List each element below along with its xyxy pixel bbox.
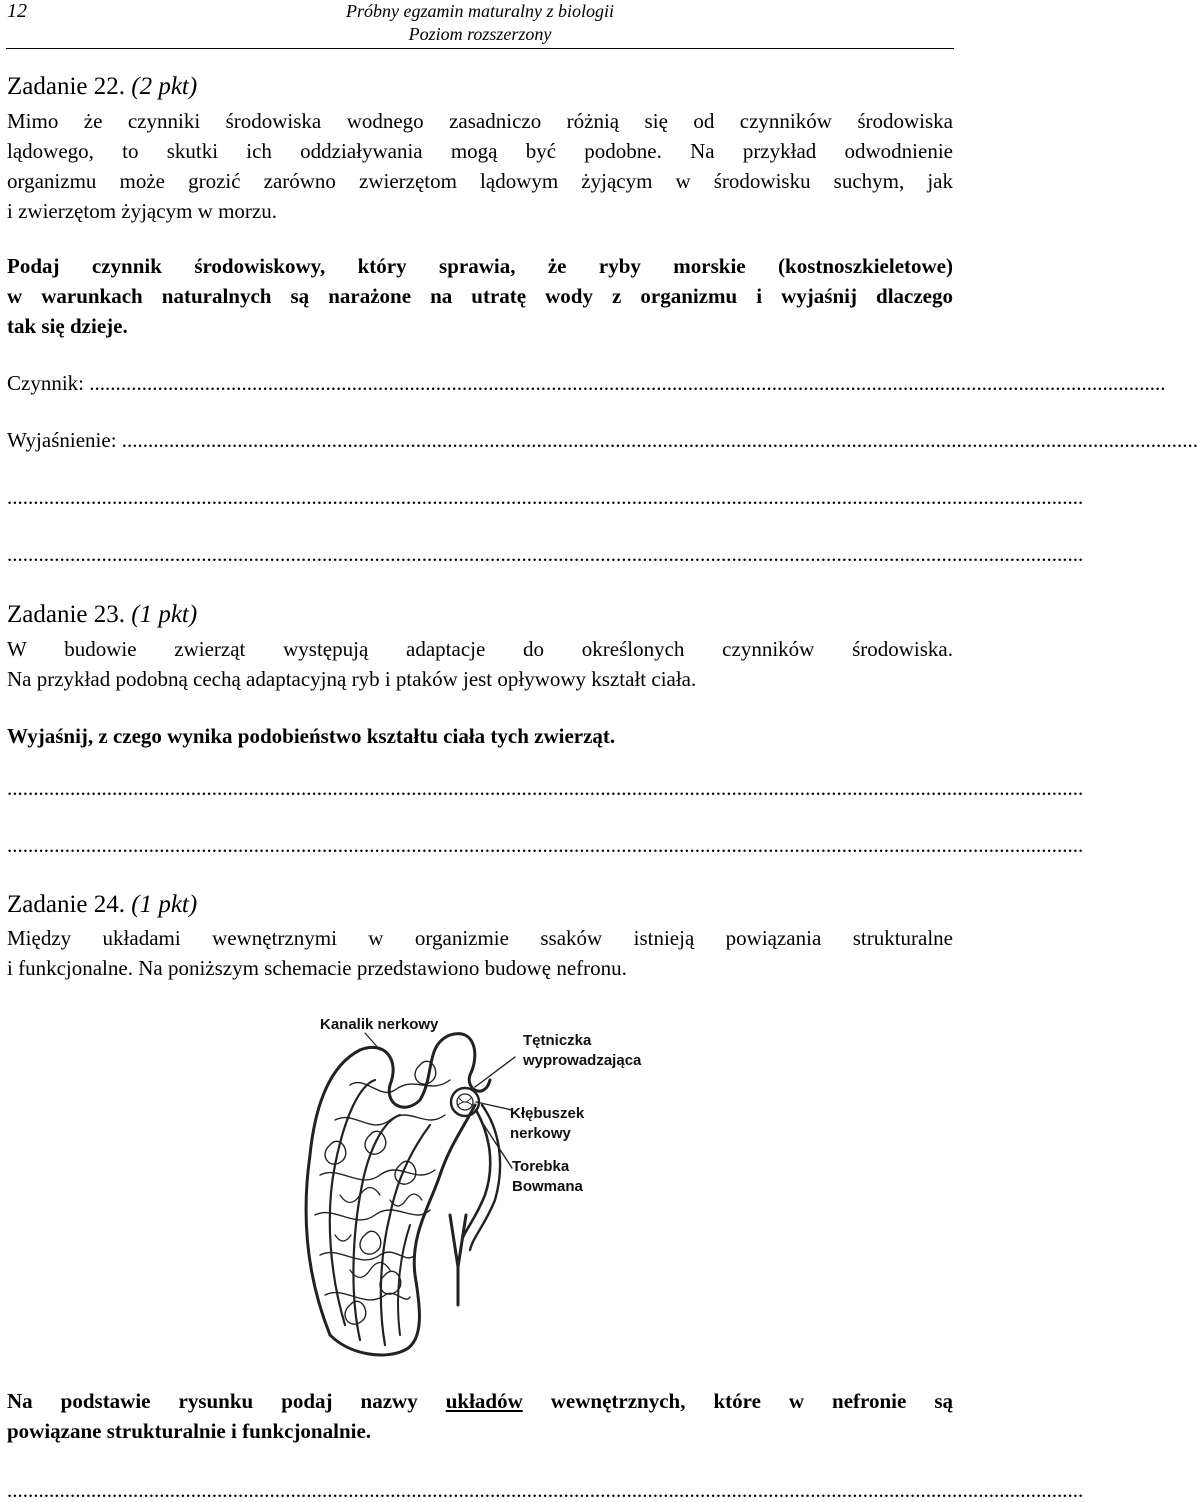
task24-question-line: powiązane strukturalnie i funkcjonalnie. (7, 1419, 372, 1443)
label-klebuszek-line1: Kłębuszek (510, 1105, 585, 1122)
task24-title: Zadanie 24. (7, 891, 126, 918)
explanation-answer-line[interactable] (7, 428, 1198, 452)
task24-question-pre: Na podstawie rysunku podaj nazwy (7, 1389, 446, 1413)
task23-answer-line-2[interactable]: ............................................................................................................................................................................................................. (7, 833, 1084, 857)
task24-answer-line[interactable]: ............................................................................................................................................................................................................. (7, 1478, 1084, 1502)
header-divider (6, 48, 954, 49)
task24-intro (7, 923, 953, 983)
task22-intro-line: organizmu może grozić zarówno zwierzętom lądowym żyjącym w środowisku suchym, jak (7, 169, 953, 193)
task22-question-line: Podaj czynnik środowiskowy, który sprawia, że ryby morskie (kostnoszkieletowe) (7, 254, 953, 278)
task23-intro-line: Na przykład podobną cechą adaptacyjną ryb i ptaków jest opływowy kształt ciała. (7, 667, 697, 691)
task22-intro-line: Mimo że czynniki środowiska wodnego zasadniczo różnią się od czynników środowiska (7, 109, 953, 133)
task23-intro (7, 634, 953, 694)
task23-answer-line[interactable]: ............................................................................................................................................................................................................. (7, 776, 1084, 800)
task24-intro-line: i funkcjonalne. Na poniższym schemacie przedstawiono budowę nefronu. (7, 956, 627, 980)
explanation-label: Wyjaśnienie: (7, 428, 122, 452)
task22-intro (7, 106, 953, 226)
task23-heading (7, 600, 953, 630)
task22-question-line: w warunkach naturalnych są narażone na utratę wody z organizmu i wyjaśnij dlaczego (7, 284, 953, 308)
exam-title-line2: Poziom rozszerzony (408, 24, 552, 44)
task22-intro-line: i zwierzętom żyjącym w morzu. (7, 199, 277, 223)
nephron-diagram (290, 1005, 642, 1370)
exam-title-line1: Próbny egzamin maturalny z biologii (346, 1, 614, 21)
task24-question-line (7, 1386, 953, 1416)
page-number: 12 (7, 0, 27, 22)
label-tetniczka-line2: wyprowadzająca (523, 1052, 642, 1069)
explanation-answer-line-3[interactable]: ............................................................................................................................................................................................................. (7, 542, 1084, 566)
factor-answer-line[interactable] (7, 371, 1166, 395)
task22-heading (7, 72, 953, 102)
answer-dots: ............................................................................................................................................................................................................. (121, 428, 1198, 452)
label-torebka-line1: Torebka (512, 1158, 570, 1175)
task22-question-line: tak się dzieje. (7, 314, 128, 338)
answer-dots: ............................................................................................................................................................................................................. (89, 371, 1166, 395)
task23-title: Zadanie 23. (7, 601, 126, 628)
task24-heading (7, 890, 953, 920)
task22-question (7, 251, 953, 341)
task22-title: Zadanie 22. (7, 73, 126, 100)
task23-points: (1 pkt) (131, 601, 198, 628)
task23-question: Wyjaśnij, z czego wynika podobieństwo kształtu ciała tych zwierząt. (7, 724, 616, 748)
task22-points: (2 pkt) (131, 73, 198, 100)
task24-question-post: wewnętrznych, które w nefronie są (522, 1389, 953, 1413)
explanation-answer-line-2[interactable]: ............................................................................................................................................................................................................. (7, 485, 1084, 509)
task24-question (7, 1386, 953, 1446)
task23-intro-line: W budowie zwierząt występują adaptacje do określonych czynników środowiska. (7, 637, 953, 661)
label-klebuszek-line2: nerkowy (510, 1125, 571, 1142)
task24-points: (1 pkt) (131, 891, 198, 918)
task24-intro-line: Między układami wewnętrznymi w organizmie ssaków istnieją powiązania strukturalne (7, 926, 953, 950)
label-kanalik-nerkowy: Kanalik nerkowy (320, 1016, 439, 1033)
task24-question-underlined: układów (445, 1389, 523, 1413)
factor-label: Czynnik: (7, 371, 90, 395)
label-torebka-line2: Bowmana (512, 1178, 583, 1195)
label-tetniczka-line1: Tętniczka (523, 1032, 592, 1049)
task22-intro-line: lądowego, to skutki ich oddziaływania mogą być podobne. Na przykład odwodnienie (7, 139, 953, 163)
exam-title (280, 0, 680, 46)
